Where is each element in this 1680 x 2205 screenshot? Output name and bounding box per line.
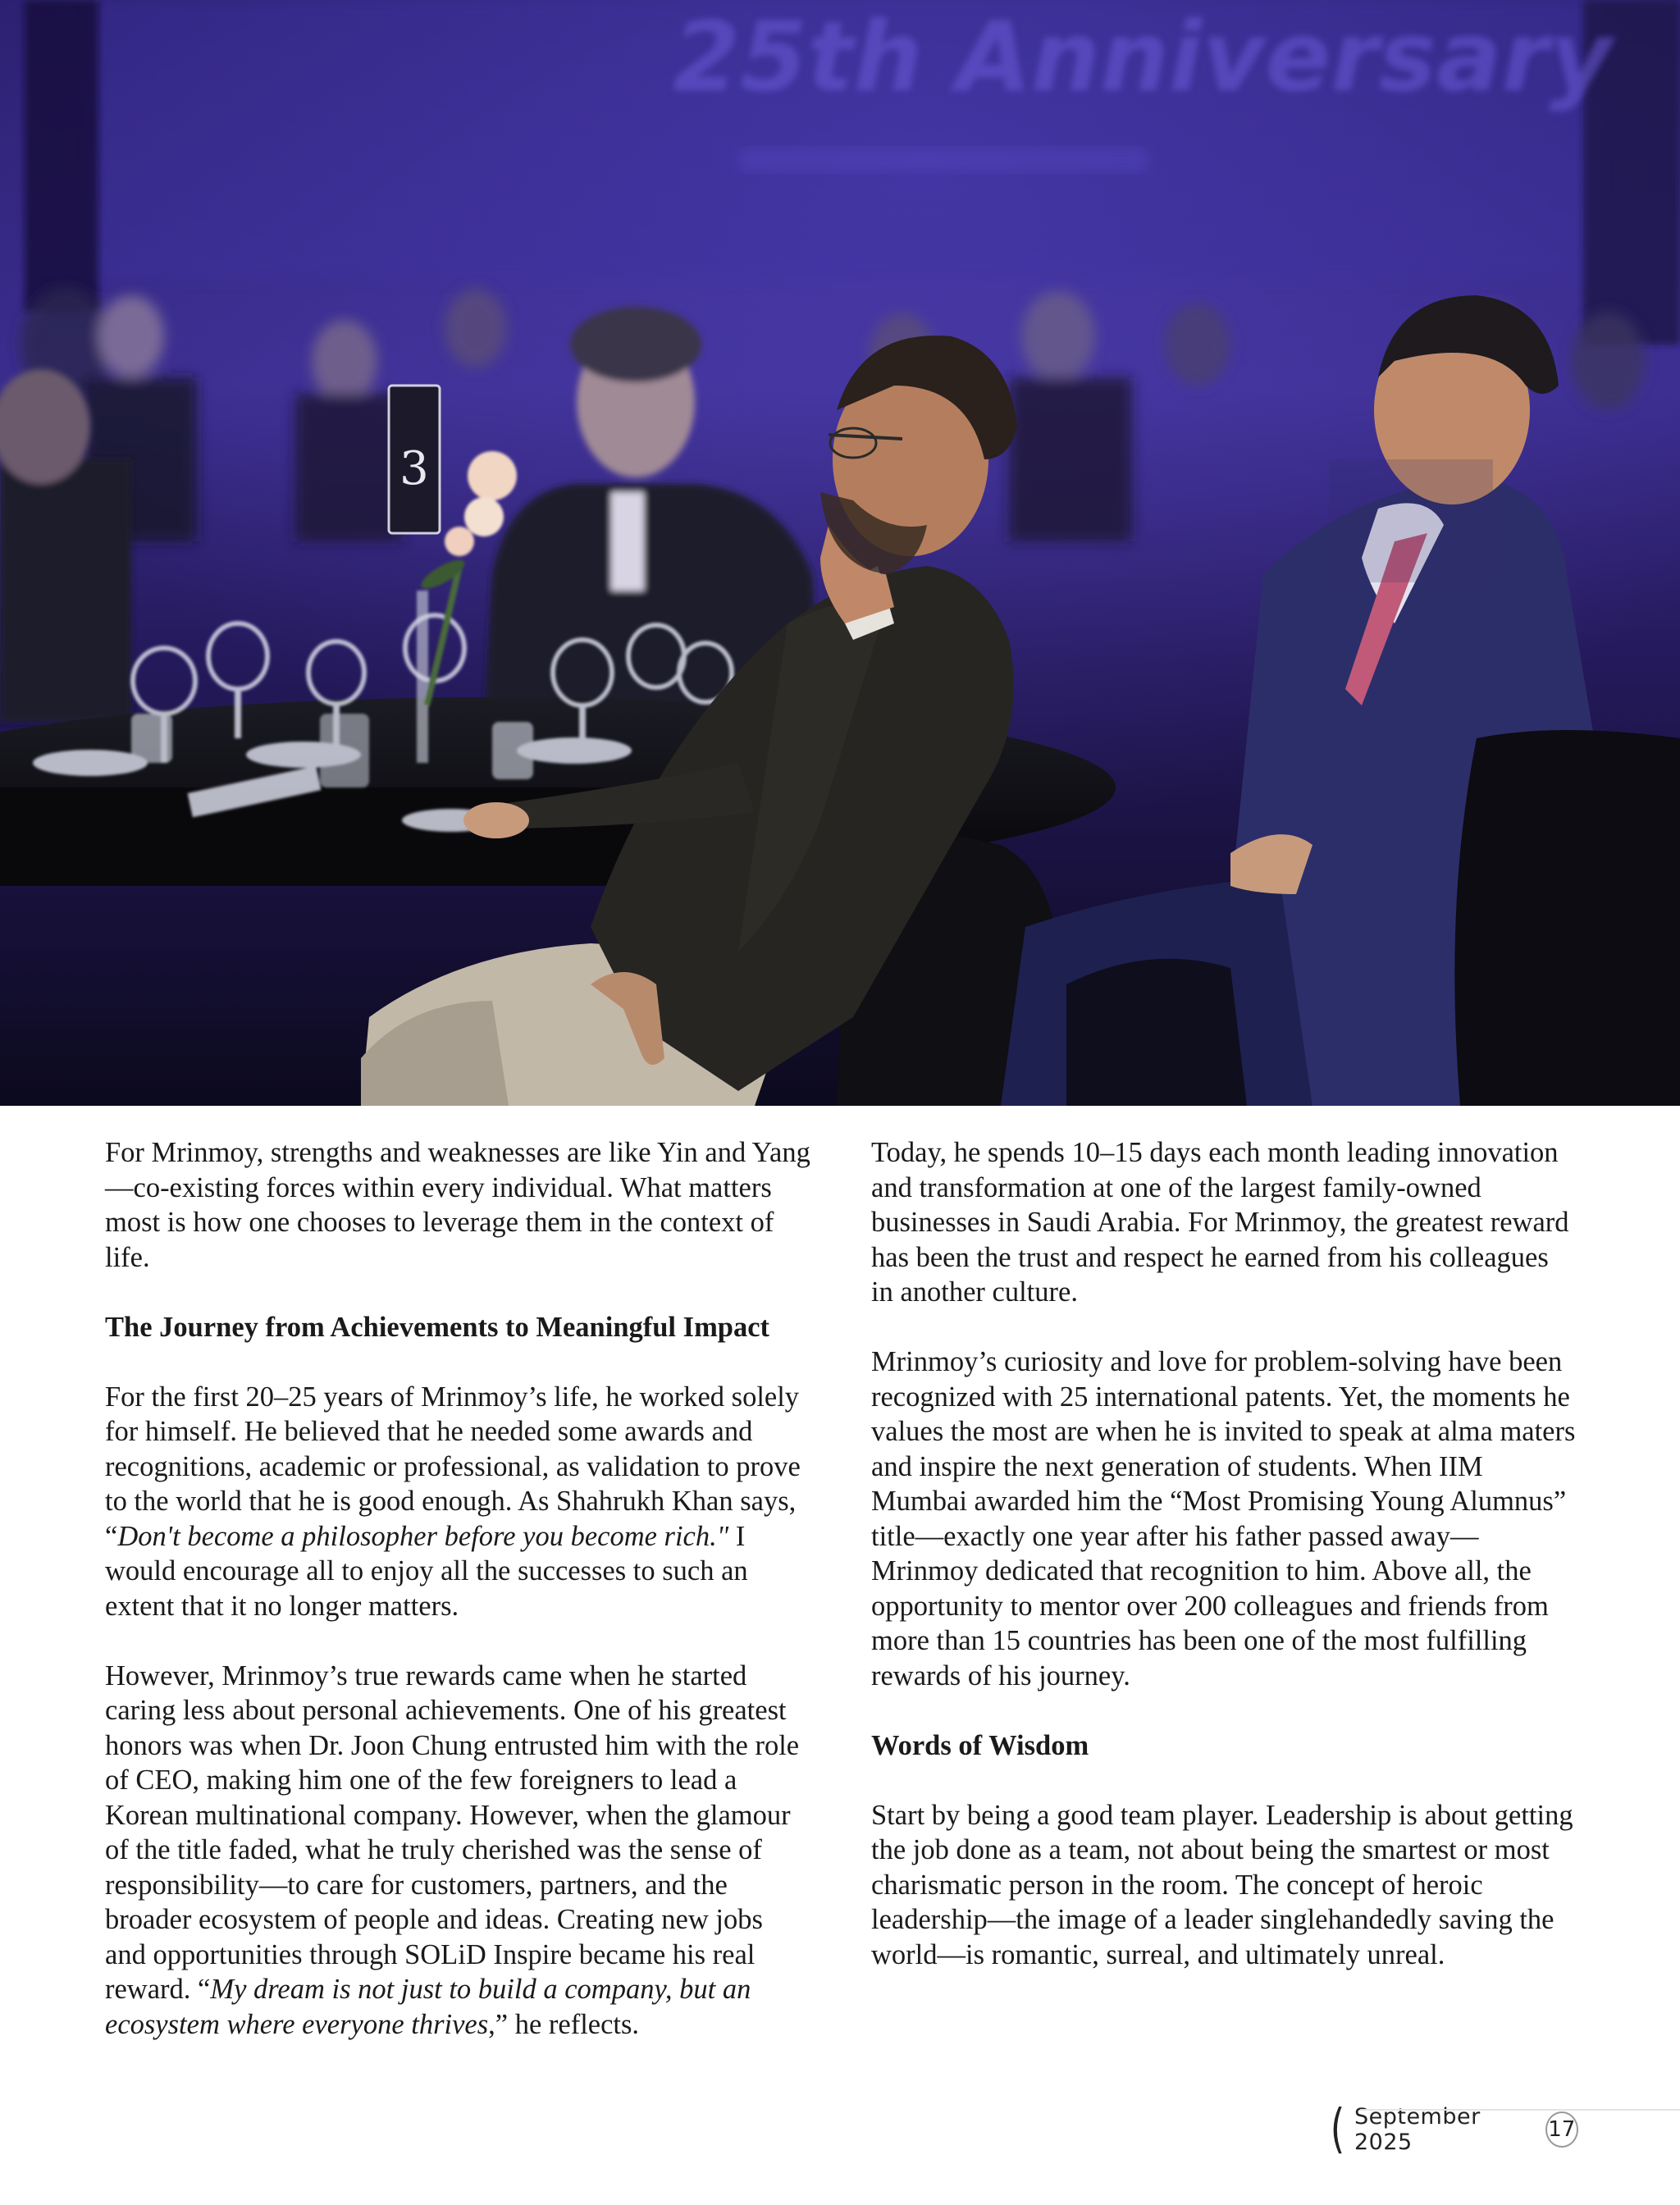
rewards-text-start: However, Mrinmoy’s true rewards came when he started caring less about personal achievements. One of his greatest honors was when Dr. Joon Chung entrusted him with the role of CEO, making him one of the few foreigners to lead a Korean multinational company. However, when the glamour of the title faded, what he truly cherished was the sense of responsibility—to care for customers, partners, and the broader ecosystem of people and ideas. Creating new jobs and opportunities through SOLiD Inspire became his real reward. “ [105, 1659, 800, 2005]
saudi-paragraph: Today, he spends 10–15 days each month leading innovation and transformation at one of the largest family-owned businesses in Saudi Arabia. For Mrinmoy, the greatest reward has been the trust and respect he earned from his colleagues in another culture. [871, 1137, 1569, 1308]
article-left-column [105, 1135, 810, 2077]
footer-rule [1360, 2109, 1680, 2111]
section-heading-wisdom: Words of Wisdom [871, 1729, 1089, 1761]
issue-date: September 2025 [1354, 2104, 1481, 2155]
banner-text: 25th Anniversary [673, 0, 1613, 113]
wisdom-paragraph: Start by being a good team player. Leadership is about getting the job done as a team, not about being the smartest or most charismatic person in the room. The concept of heroic leadership—the image of a leader singlehandedly saving the world—is romantic, surreal, and ultimately unreal. [871, 1799, 1573, 1970]
ecosystem-quote: My dream is not just to build a company, but an ecosystem where everyone thrives [105, 1974, 751, 2040]
intro-paragraph: For Mrinmoy, strengths and weaknesses are like Yin and Yang—co-existing forces within every individual. What matters most is how one chooses to leverage them in the context of life. [105, 1137, 810, 1273]
footer-bracket-icon: ( [1330, 2099, 1345, 2160]
page-footer [1327, 2099, 1680, 2160]
page-number: 17 [1545, 2111, 1578, 2148]
achievements-text-end: I would encourage all to enjoy all the successes to such an extent that it no longer matters. [105, 1520, 748, 1622]
patents-paragraph: Mrinmoy’s curiosity and love for problem-solving have been recognized with 25 international patents. Yet, the moments he values the most are when he is invited to speak at alma maters and inspire the next generation of students. When IIM Mumbai awarded him the “Most Promising Young Alumnus” title—exactly one year after his father passed away—Mrinmoy dedicated that recognition to him. Above all, the opportunity to mentor over 200 colleagues and friends from more than 15 countries has been one of the most fulfilling rewards of his journey. [871, 1346, 1576, 1691]
shahrukh-quote: Don't become a philosopher before you become rich." [117, 1520, 729, 1552]
article-right-column [871, 1135, 1577, 2007]
table-number: 3 [399, 442, 429, 495]
rewards-paragraph [105, 1659, 810, 2043]
achievements-paragraph [105, 1380, 810, 1624]
table-number-card [389, 386, 440, 533]
section-heading-journey: The Journey from Achievements to Meaningful Impact [105, 1311, 770, 1343]
rewards-text-end: ,” he reflects. [488, 2008, 640, 2040]
achievements-text-start: For the first 20–25 years of Mrinmoy’s life, he worked solely for himself. He believed that he needed some awards and recognitions, academic or professional, as validation to prove to the world that he is good enough. As Shahrukh Khan says, “ [105, 1381, 801, 1552]
